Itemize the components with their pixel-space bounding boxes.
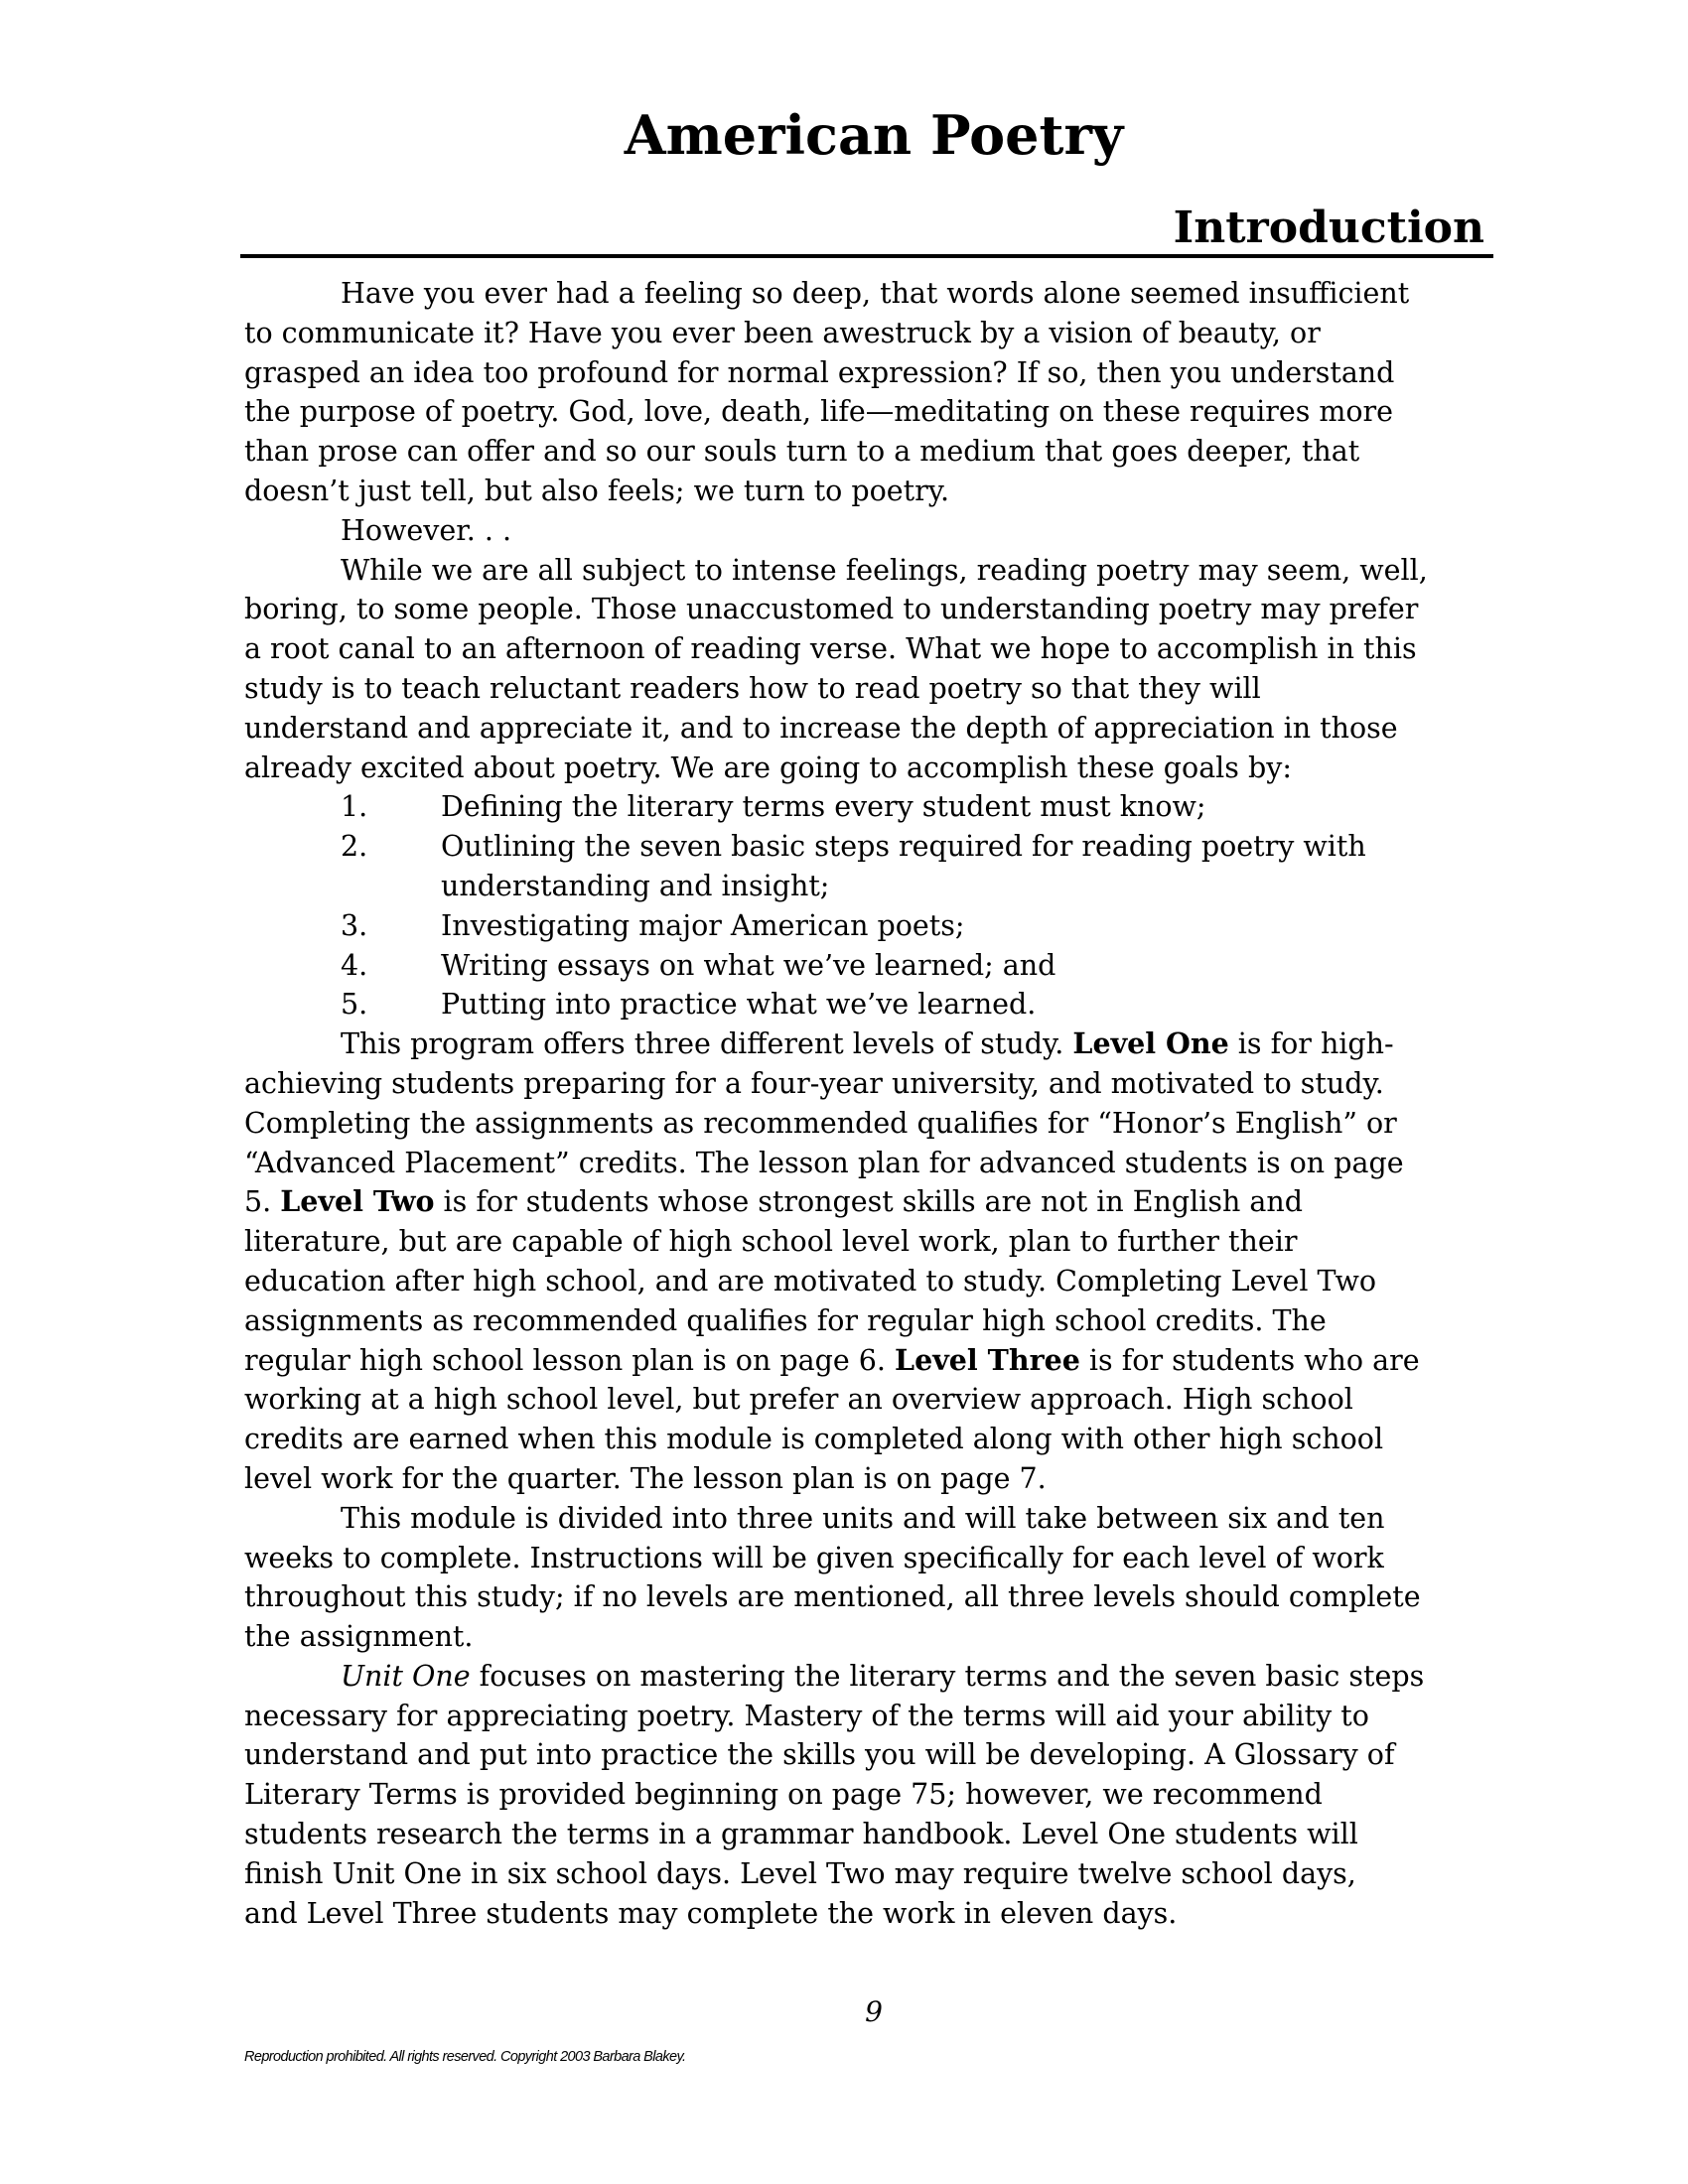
text-line: credits are earned when this module is completed along with other high school: [244, 1423, 1384, 1456]
text-line: understand and put into practice the skills you will be developing. A Glossary of: [244, 1738, 1395, 1772]
text-line: Completing the assignments as recommended qualifies for “Honor’s English” or: [244, 1106, 1397, 1140]
text-line: Have you ever had a feeling so deep, that words alone seemed insufficient: [341, 277, 1410, 310]
text-line: education after high school, and are motivated to study. Completing Level Two: [244, 1264, 1377, 1297]
text-span: is for high-: [1228, 1027, 1394, 1061]
text-line: understand and appreciate it, and to increase the depth of appreciation in those: [244, 711, 1398, 745]
text-line: literature, but are capable of high school level work, plan to further their: [244, 1225, 1298, 1259]
list-item: [244, 787, 1505, 827]
paragraph-module: [244, 1499, 1505, 1657]
text-line: the assignment.: [244, 1620, 474, 1654]
text-line: [244, 1182, 1505, 1222]
text-line: than prose can offer and so our souls turn to a medium that goes deeper, that: [244, 435, 1360, 469]
body-text: [244, 274, 1505, 1933]
text-span: focuses on mastering the literary terms and the seven basic steps: [470, 1659, 1425, 1693]
paragraph-levels: [244, 1024, 1505, 1499]
level-three-label: Level Three: [895, 1342, 1080, 1377]
text-span: is for students whose strongest skills are not in English and: [434, 1185, 1303, 1219]
text-line: finish Unit One in six school days. Level Two may require twelve school days,: [244, 1856, 1356, 1890]
paragraph-intro: [244, 274, 1505, 511]
list-item-number: 3.: [341, 908, 368, 942]
list-item-text: Writing essays on what we’ve learned; and: [441, 948, 1056, 982]
goals-list: [244, 787, 1505, 1024]
list-item-number: 1.: [341, 790, 368, 824]
text-line: a root canal to an afternoon of reading verse. What we hope to accomplish in this: [244, 632, 1417, 666]
text-line: study is to teach reluctant readers how to read poetry so that they will: [244, 671, 1261, 705]
text-line: the purpose of poetry. God, love, death, life—meditating on these requires more: [244, 395, 1394, 429]
text-line: working at a high school level, but prefer an overview approach. High school: [244, 1383, 1353, 1417]
page-number: 9: [865, 1995, 883, 2028]
text-line: to communicate it? Have you ever been awestruck by a vision of beauty, or: [244, 316, 1321, 349]
text-span: This program offers three different levels of study.: [341, 1027, 1073, 1061]
level-two-label: Level Two: [280, 1184, 435, 1219]
level-one-label: Level One: [1072, 1026, 1229, 1061]
text-line: and Level Three students may complete the work in eleven days.: [244, 1896, 1178, 1930]
list-item-text-continued: understanding and insight;: [441, 869, 830, 902]
text-line: [244, 1657, 1505, 1697]
text-line: necessary for appreciating poetry. Mastery of the terms will aid your ability to: [244, 1699, 1369, 1732]
text-line: students research the terms in a grammar handbook. Level One students will: [244, 1818, 1358, 1851]
text-span: 5.: [244, 1185, 281, 1219]
document-title: American Poetry: [624, 103, 1124, 167]
text-line: boring, to some people. Those unaccustomed to understanding poetry may prefer: [244, 593, 1419, 626]
text-line: grasped an idea too profound for normal expression? If so, then you understand: [244, 355, 1395, 389]
paragraph-unit-one: [244, 1657, 1505, 1934]
unit-one-label: Unit One: [341, 1659, 471, 1693]
text-line: [244, 1024, 1505, 1064]
section-heading: Introduction: [1173, 203, 1484, 253]
list-item: [244, 946, 1505, 986]
paragraph-goals-intro: [244, 551, 1505, 788]
list-item-text: Investigating major American poets;: [441, 908, 965, 942]
text-line: doesn’t just tell, but also feels; we turn to poetry.: [244, 474, 950, 507]
text-span: regular high school lesson plan is on page 6.: [244, 1343, 896, 1377]
list-item-number: 2.: [341, 830, 368, 864]
list-item-text: Putting into practice what we’ve learned.: [441, 988, 1037, 1022]
text-line: throughout this study; if no levels are mentioned, all three levels should complete: [244, 1580, 1421, 1614]
list-item-text: Defining the literary terms every student must know;: [441, 790, 1206, 824]
text-line: This module is divided into three units and will take between six and ten: [341, 1501, 1385, 1535]
text-line: already excited about poetry. We are going to accomplish these goals by:: [244, 751, 1292, 784]
text-line: assignments as recommended qualifies for regular high school credits. The: [244, 1303, 1327, 1337]
text-line: Literary Terms is provided beginning on page 75; however, we recommend: [244, 1778, 1323, 1812]
list-item: [244, 827, 1505, 906]
list-item-text: Outlining the seven basic steps required for reading poetry with: [441, 830, 1366, 864]
text-line: weeks to complete. Instructions will be given specifically for each level of work: [244, 1541, 1384, 1574]
list-item-number: 4.: [341, 948, 368, 982]
text-line: [244, 1341, 1505, 1381]
text-span: is for students who are: [1079, 1343, 1420, 1377]
list-item-number: 5.: [341, 988, 368, 1022]
text-line: achieving students preparing for a four-year university, and motivated to study.: [244, 1066, 1384, 1100]
text-line: level work for the quarter. The lesson plan is on page 7.: [244, 1461, 1047, 1495]
text-line: While we are all subject to intense feelings, reading poetry may seem, well,: [341, 553, 1428, 587]
copyright-footer: Reproduction prohibited. All rights reserved. Copyright 2003 Barbara Blakey.: [244, 2049, 686, 2065]
paragraph-however: However. . .: [341, 513, 512, 547]
list-item: [244, 906, 1505, 946]
heading-rule: [240, 254, 1493, 258]
text-line: “Advanced Placement” credits. The lesson plan for advanced students is on page: [244, 1146, 1404, 1179]
list-item: [244, 985, 1505, 1024]
